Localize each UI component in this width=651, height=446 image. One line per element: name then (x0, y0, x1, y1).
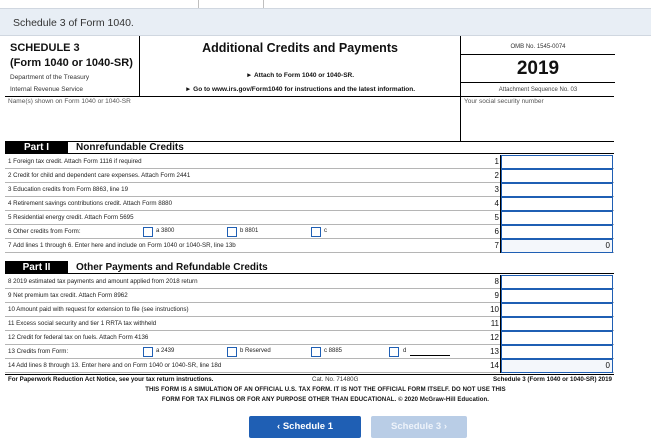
divider (5, 374, 614, 375)
attach-instruction: ► Attach to Form 1040 or 1040-SR. (245, 72, 355, 79)
line-8 (5, 275, 614, 289)
line-number: 10 (490, 303, 501, 317)
line-7-total: 0 (501, 239, 613, 253)
line-12-amount-input[interactable] (501, 331, 613, 345)
omb-number: OMB No. 1545-0074 (510, 44, 566, 50)
line-number: 12 (490, 331, 501, 345)
part-2-header (5, 261, 614, 274)
checkbox-label: c 8885 (324, 348, 343, 354)
header-left (5, 36, 140, 96)
schedule-name: SCHEDULE 3 (10, 42, 80, 54)
header-center (140, 36, 460, 96)
line-6-amount-input[interactable] (501, 225, 613, 239)
line-number: 13 (490, 345, 501, 359)
line-label: 8 2019 estimated tax payments and amount applied from 2018 return (8, 278, 198, 285)
disclaimer-line-1: THIS FORM IS A SIMULATION OF AN OFFICIAL U.S. TAX FORM. IT IS NOT THE OFFICIAL FORM ITSELF. DO NOT USE THIS (145, 387, 506, 393)
checkbox-label: a 3800 (156, 228, 175, 234)
attachment-sequence: Attachment Sequence No. 03 (498, 87, 578, 93)
checkbox-label: c (324, 228, 327, 234)
line-2 (5, 169, 614, 183)
form-8885-checkbox[interactable] (311, 347, 321, 357)
line-9-amount-input[interactable] (501, 289, 613, 303)
line-7 (5, 239, 614, 253)
line-11-amount-input[interactable] (501, 317, 613, 331)
line-number: 8 (490, 275, 501, 289)
line-1 (5, 155, 614, 169)
line-3-amount-input[interactable] (501, 183, 613, 197)
ssn-label: Your social security number (464, 98, 544, 105)
line-10 (5, 303, 614, 317)
line-8-amount-input[interactable] (501, 275, 613, 289)
line-number: 1 (490, 155, 501, 169)
other-form-d-input[interactable] (410, 348, 450, 356)
part-1-title: Nonrefundable Credits (76, 142, 184, 153)
part-1-badge: Part I (5, 141, 68, 154)
line-label: 12 Credit for federal tax on fuels. Attach Form 4136 (8, 334, 149, 341)
part-1-header (5, 141, 614, 154)
divider (461, 82, 615, 83)
line-12 (5, 331, 614, 345)
tax-year: 2019 (516, 58, 560, 79)
divider (5, 96, 614, 97)
form-reference: (Form 1040 or 1040-SR) (10, 57, 133, 69)
line-label: 10 Amount paid with request for extension to file (see instructions) (8, 306, 189, 313)
line-number: 7 (490, 239, 501, 253)
tab-divider (198, 0, 264, 8)
line-10-amount-input[interactable] (501, 303, 613, 317)
form-title: Additional Credits and Payments (202, 41, 398, 55)
next-schedule-button[interactable]: Schedule 3 › (371, 416, 467, 438)
checkbox-label: b Reserved (240, 348, 271, 354)
line-4-amount-input[interactable] (501, 197, 613, 211)
paperwork-notice: For Paperwork Reduction Act Notice, see your tax return instructions. (8, 376, 214, 383)
other-form-d-checkbox[interactable] (389, 347, 399, 357)
checkbox-label: a 2439 (156, 348, 175, 354)
disclaimer-line-2: FORM FOR TAX FILINGS OR FOR ANY PURPOSE OTHER THAN EDUCATIONAL. © 2020 McGraw-Hill Education. (161, 397, 490, 403)
header-right (460, 36, 614, 96)
goto-instruction: ► Go to www.irs.gov/Form1040 for instructions and the latest information. (184, 86, 416, 93)
line-number: 11 (490, 317, 501, 331)
catalog-number: Cat. No. 71480G (312, 376, 359, 383)
line-13-amount-input[interactable] (501, 345, 613, 359)
line-label: 5 Residential energy credit. Attach Form 5695 (8, 214, 134, 221)
line-label: 11 Excess social security and tier 1 RRTA tax withheld (8, 320, 157, 327)
line-13 (5, 345, 614, 359)
line-label: 7 Add lines 1 through 6. Enter here and include on Form 1040 or 1040-SR, line 13b (8, 242, 236, 249)
schedule-3-form (5, 36, 614, 400)
line-label: 6 Other credits from Form: (8, 228, 81, 235)
line-14-total: 0 (501, 359, 613, 373)
department: Department of the Treasury (10, 74, 90, 81)
line-label: 3 Education credits from Form 8863, line 19 (8, 186, 129, 193)
part-2-title: Other Payments and Refundable Credits (76, 262, 268, 273)
line-label: 4 Retirement savings contributions credit. Attach Form 8880 (8, 200, 173, 207)
checkbox-label: d (403, 348, 407, 354)
line-6 (5, 225, 614, 239)
line-number: 6 (490, 225, 501, 239)
line-label: 1 Foreign tax credit. Attach Form 1116 if required (8, 158, 142, 165)
checkbox-label: b 8801 (240, 228, 259, 234)
line-number: 14 (490, 359, 501, 373)
line-5-amount-input[interactable] (501, 211, 613, 225)
line-number: 3 (490, 183, 501, 197)
line-9 (5, 289, 614, 303)
names-label: Name(s) shown on Form 1040 or 1040-SR (8, 98, 131, 105)
line-number: 2 (490, 169, 501, 183)
line-number: 9 (490, 289, 501, 303)
line-label: 2 Credit for child and dependent care expenses. Attach Form 2441 (8, 172, 191, 179)
irs-label: Internal Revenue Service (10, 86, 83, 93)
line-2-amount-input[interactable] (501, 169, 613, 183)
line-14 (5, 359, 614, 373)
line-number: 4 (490, 197, 501, 211)
form-3800-checkbox[interactable] (143, 227, 153, 237)
schedule-title: Schedule 3 of Form 1040. (13, 17, 134, 29)
reserved-checkbox[interactable] (227, 347, 237, 357)
line-11 (5, 317, 614, 331)
line-1-amount-input[interactable] (501, 155, 613, 169)
line-5 (5, 211, 614, 225)
line-4 (5, 197, 614, 211)
line-label: 13 Credits from Form: (8, 348, 69, 355)
tab-strip (0, 0, 651, 8)
part-2-badge: Part II (5, 261, 68, 274)
line-number: 5 (490, 211, 501, 225)
other-form-checkbox[interactable] (311, 227, 321, 237)
divider (461, 54, 615, 55)
form-2439-checkbox[interactable] (143, 347, 153, 357)
line-3 (5, 183, 614, 197)
previous-schedule-button[interactable]: ‹ Schedule 1 (249, 416, 361, 438)
schedule-footer: Schedule 3 (Form 1040 or 1040-SR) 2019 (493, 376, 612, 383)
line-label: 14 Add lines 8 through 13. Enter here and on Form 1040 or 1040-SR, line 18d (8, 362, 222, 369)
form-8801-checkbox[interactable] (227, 227, 237, 237)
schedule-title-bar (0, 8, 651, 36)
divider (460, 96, 461, 141)
line-label: 9 Net premium tax credit. Attach Form 8962 (8, 292, 128, 299)
